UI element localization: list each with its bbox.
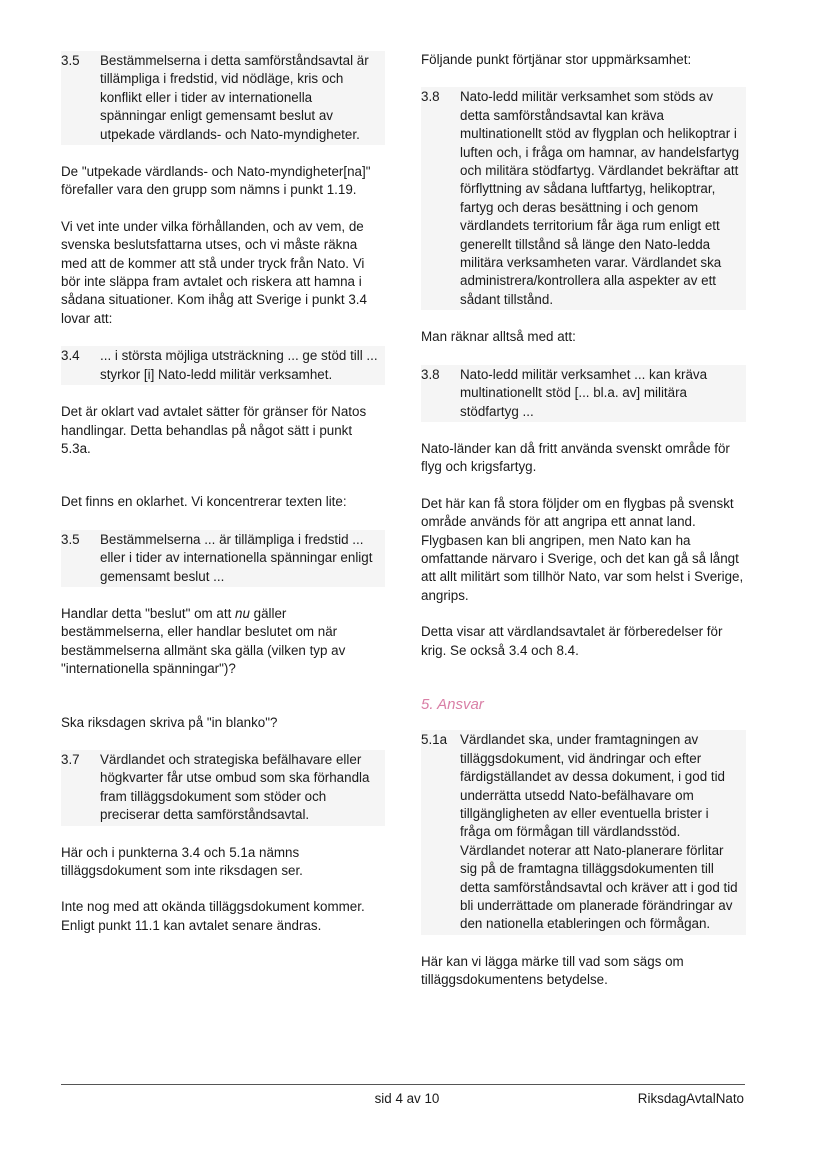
clause-number: 3.7: [61, 751, 80, 767]
clause-number: 3.8: [421, 366, 440, 382]
paragraph: Det är oklart vad avtalet sätter för gränser för Natos handlingar. Detta behandlas på något sätt i punkt 5.3a.: [61, 404, 367, 456]
section-heading: 5. Ansvar: [421, 695, 484, 713]
clause-number: 3.4: [61, 348, 80, 364]
paragraph: Man räknar alltså med att:: [421, 329, 576, 345]
paragraph: Inte nog med att okända tilläggsdokument kommer. Enligt punkt 11.1 kan avtalet senare ändras.: [61, 899, 365, 933]
quoted-clause: [61, 51, 385, 145]
paragraph: Här kan vi lägga märke till vad som sägs om tilläggsdokumentens betydelse.: [421, 953, 684, 988]
clause-number: 3.5: [61, 531, 80, 547]
quoted-clause: [421, 365, 746, 422]
clause-text: Nato-ledd militär verksamhet ... kan kräva multinationellt stöd [... bl.a. av] militära stödfartyg ...: [460, 366, 708, 419]
left-column: [61, 51, 385, 953]
emphasis: nu: [235, 605, 250, 621]
paragraph: De "utpekade värdlands- och Nato-myndigheter[na]" förefaller vara den grupp som nämns i punkt 1.19.: [61, 164, 371, 198]
clause-number: 3.8: [421, 89, 440, 105]
clause-text: Bestämmelserna ... är tillämpliga i fredstid ... eller i tider av internationella spänningar enligt gemensamt beslut ...: [100, 531, 373, 584]
quoted-clause: [61, 346, 385, 385]
page-number: sid 4 av 10: [374, 1091, 440, 1106]
clause-text: Nato-ledd militär verksamhet som stöds av detta samförståndsavtal kan kräva multinationellt stöd av flygplan och helikoptrar i luften och, i fråga om hamnar, av handelsfartyg och militära stödfartyg. Värdlandet bekräftar att förflyttning av sådana luftfartyg, helikoptrar, fartyg och deras besättning i och genom värdlandets territorium får äga rum enligt ett generellt tillstånd så länge den Nato-ledda militära verksamheten varar. Värdlandet ska administrera/kontrollera alla aspekter av ett sådant tillstånd.: [460, 89, 740, 307]
paragraph: Här och i punkterna 3.4 och 5.1a nämns tilläggsdokument som inte riksdagen ser.: [61, 844, 303, 878]
paragraph: Det finns en oklarhet. Vi koncentrerar texten lite:: [61, 494, 347, 510]
quoted-clause: [421, 730, 746, 934]
paragraph: Vi vet inte under vilka förhållanden, och av vem, de svenska beslutsfattarna utses, och vi måste räkna med att de kommer att stå under tryck från Nato. Vi bör inte släppa fram avtalet och riskera att hamna i sådana situationer. Kom ihåg att Sverige i punkt 3.4 lovar att:: [61, 218, 367, 326]
footer-label: RiksdagAvtalNato: [637, 1091, 744, 1106]
clause-number: 5.1a: [421, 732, 448, 748]
paragraph: Nato-länder kan då fritt använda svenskt område för flyg och krigsfartyg.: [421, 440, 730, 475]
clause-text: Värdlandet ska, under framtagningen av tilläggsdokument, vid ändringar och efter färdigställandet av dessa dokument, i god tid underrätta utsedd Nato-befälhavare om tillgängligheten av eller eventuella brister i fråga om förmågan till värdlandsstöd. Värdlandet noterar att Nato-planerare förlitar sig på de framtagna tilläggsdokumenten till detta samförståndsavtal och kräver att i god tid bli underrättade om planerade förändringar av den nationella etableringen och förmågan.: [460, 732, 738, 932]
footer-divider: [61, 1084, 745, 1085]
paragraph: Detta visar att värdlandsavtalet är förberedelser för krig. Se också 3.4 och 8.4.: [421, 624, 723, 658]
paragraph: Följande punkt förtjänar stor uppmärksamhet:: [421, 52, 692, 67]
quoted-clause: [421, 87, 746, 310]
clause-text: Värdlandet och strategiska befälhavare eller högkvarter får utse ombud som ska förhandla fram tilläggsdokument som stöder och preciserar detta samförståndsavtal.: [100, 751, 370, 823]
clause-text: ... i största möjliga utsträckning ... ge stöd till ... styrkor [i] Nato-ledd militär verksamhet.: [100, 348, 378, 382]
text-run: Handlar detta "beslut" om att: [61, 605, 236, 621]
quoted-clause: [61, 530, 385, 587]
quoted-clause: [61, 750, 385, 826]
text-run: gäller bestämmelserna, eller handlar beslutet om när bestämmelserna allmänt ska gälla (vilken typ av "internationella spänningar")?: [61, 605, 346, 677]
clause-text: Bestämmelserna i detta samförståndsavtal är tillämpliga i fredstid, vid nödläge, kris och konflikt eller i tider av internationella spänningar enligt gemensamt beslut av utpekade värdlands- och Nato-myndigheter.: [100, 53, 369, 142]
paragraph: [61, 605, 385, 679]
clause-number: 3.5: [61, 53, 80, 68]
paragraph: Ska riksdagen skriva på "in blanko"?: [61, 714, 278, 730]
right-column: [421, 51, 746, 1008]
paragraph: Det här kan få stora följder om en flygbas på svenskt område används för att angripa ett annat land. Flygbasen kan bli angripen, men Nato kan ha omfattande närvaro i Sverige, och det kan gå så långt att allt militärt som tillhör Nato, var som helst i Sverige, angrips.: [421, 495, 744, 603]
